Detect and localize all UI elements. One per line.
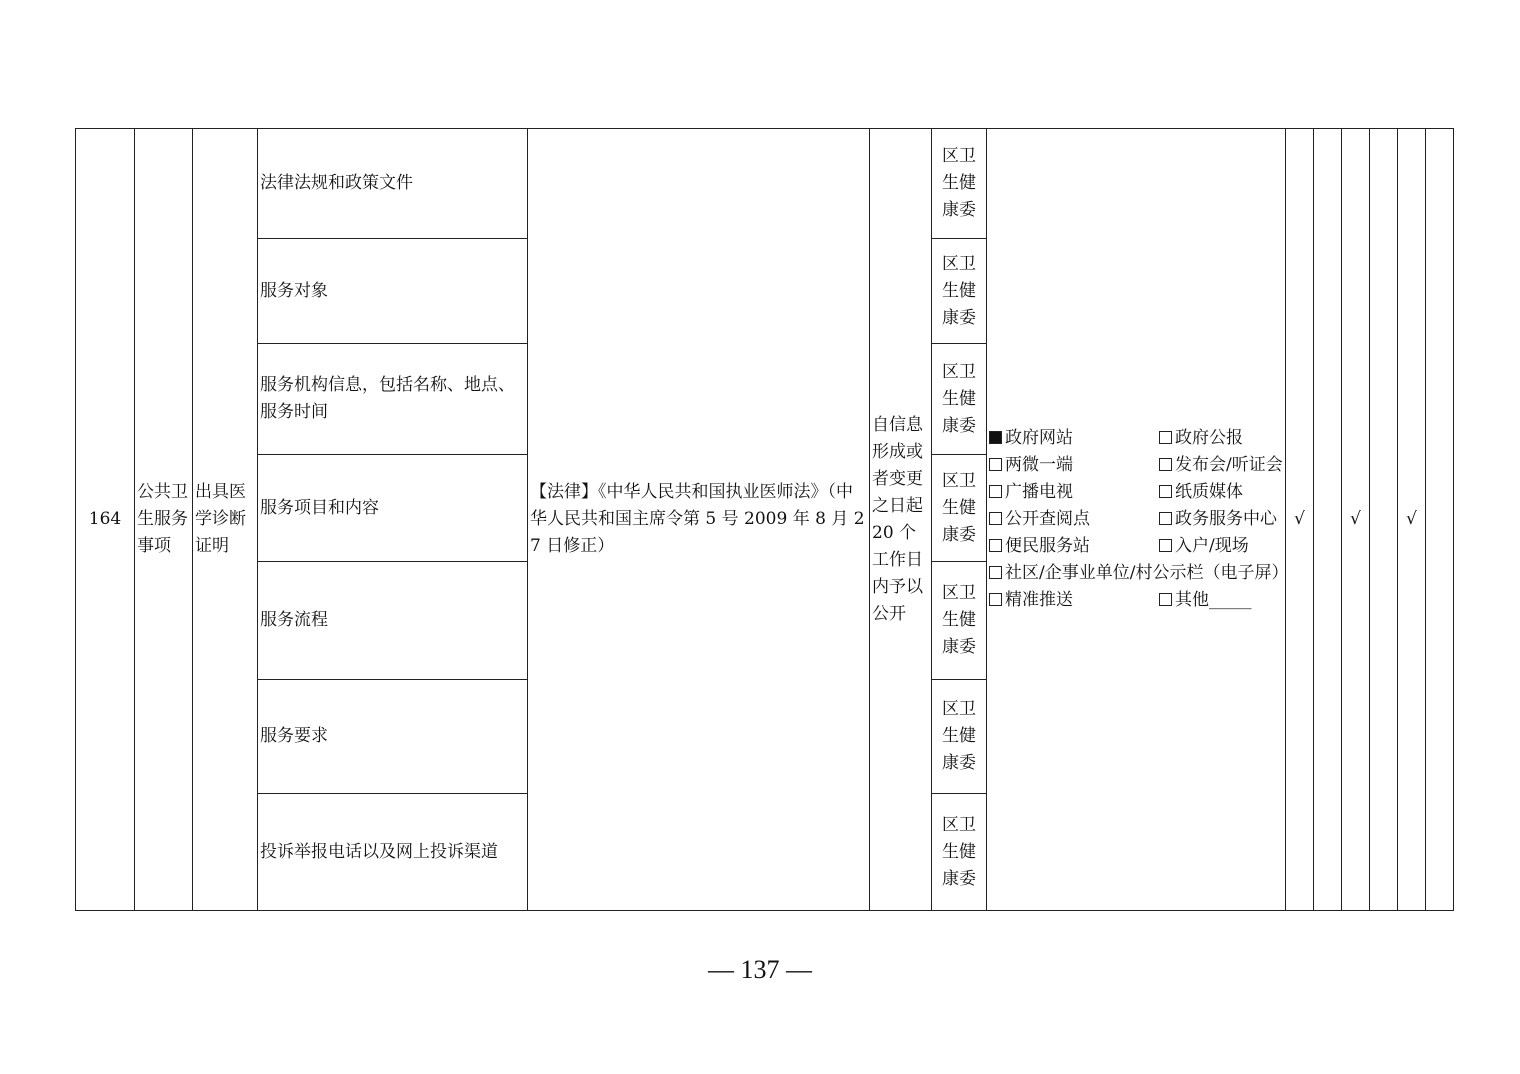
category-cell: 公共卫生服务事项 [135,129,193,911]
checkbox-icon[interactable] [1159,485,1172,498]
channel-option[interactable]: 其他_____ [1159,587,1289,614]
channels-cell [987,129,1289,911]
checkbox-icon[interactable] [989,566,1002,579]
channel-option[interactable]: 社区/企事业单位/村公示栏（电子屏） [989,560,1289,587]
check-cell: √ [1342,129,1370,911]
department-cell: 区卫生健康委 [932,455,987,562]
channel-option[interactable]: 政府网站 [989,425,1159,452]
department-cell: 区卫生健康委 [932,239,987,344]
page-number: — 137 — [708,955,812,984]
content-cell: 投诉举报电话以及网上投诉渠道 [258,794,528,911]
check-cell: √ [1286,129,1314,911]
disclosure-table [75,128,1454,911]
channel-option[interactable]: 政务服务中心 [1159,506,1289,533]
channel-list [989,425,1289,614]
check-cell [1370,129,1398,911]
time-limit-cell: 自信息形成或者变更之日起 20 个工作日内予以公开 [870,129,932,911]
checkbox-icon[interactable] [1159,593,1172,606]
checkbox-icon[interactable] [989,512,1002,525]
channel-option[interactable]: 精准推送 [989,587,1159,614]
item-cell: 出具医学诊断证明 [193,129,258,911]
check-cell [1426,129,1454,911]
channel-option[interactable]: 纸质媒体 [1159,479,1289,506]
channel-option[interactable]: 广播电视 [989,479,1159,506]
checkbox-icon[interactable] [1159,458,1172,471]
content-cell: 服务机构信息，包括名称、地点、服务时间 [258,344,528,455]
channel-option[interactable]: 两微一端 [989,452,1159,479]
check-cell: √ [1398,129,1426,911]
content-cell: 法律法规和政策文件 [258,129,528,239]
department-cell: 区卫生健康委 [932,562,987,680]
basis-cell: 【法律】《中华人民共和国执业医师法》（中华人民共和国主席令第 5 号 2009 年 8 月 27 日修正） [528,129,870,911]
content-cell: 服务流程 [258,562,528,680]
content-cell: 服务要求 [258,680,528,794]
content-cell: 服务项目和内容 [258,455,528,562]
channel-option[interactable]: 便民服务站 [989,533,1159,560]
channel-option[interactable]: 发布会/听证会 [1159,452,1289,479]
checkbox-icon[interactable] [989,593,1002,606]
channel-option[interactable]: 公开查阅点 [989,506,1159,533]
checkbox-checked-icon[interactable] [989,431,1002,444]
checkbox-icon[interactable] [1159,512,1172,525]
row-number: 164 [76,129,135,911]
department-cell: 区卫生健康委 [932,129,987,239]
channel-option[interactable]: 政府公报 [1159,425,1289,452]
checkbox-icon[interactable] [1159,431,1172,444]
checkbox-icon[interactable] [1159,539,1172,552]
content-cell: 服务对象 [258,239,528,344]
department-cell: 区卫生健康委 [932,794,987,911]
department-cell: 区卫生健康委 [932,680,987,794]
channel-option[interactable]: 入户/现场 [1159,533,1289,560]
checkbox-icon[interactable] [989,485,1002,498]
checkbox-icon[interactable] [989,539,1002,552]
department-cell: 区卫生健康委 [932,344,987,455]
check-cell [1314,129,1342,911]
checkbox-icon[interactable] [989,458,1002,471]
